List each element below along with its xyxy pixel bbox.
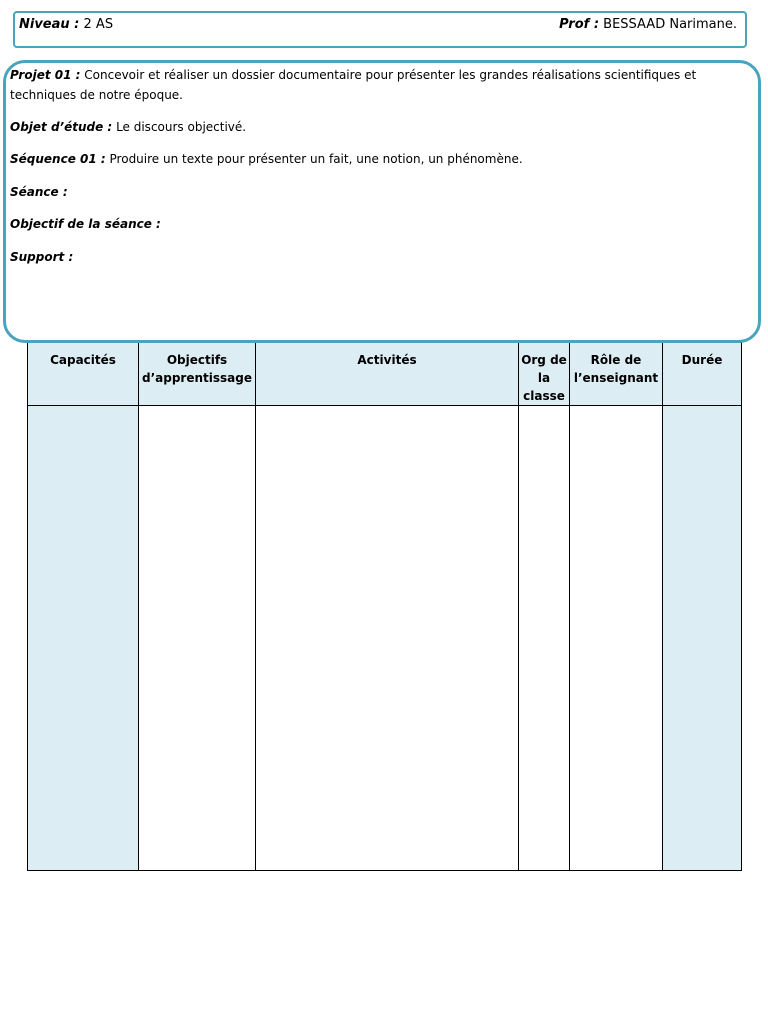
niveau-value: 2 AS <box>83 17 114 32</box>
col-header-org-classe: Org de la classe <box>519 343 570 406</box>
cell-role-enseignant[interactable] <box>570 406 663 871</box>
prof-value: BESSAAD Narimane. <box>603 17 737 32</box>
table-row <box>28 406 742 871</box>
objet-line <box>10 117 730 137</box>
objet-value: Le discours objectivé. <box>116 120 247 134</box>
col-header-activites: Activités <box>256 343 519 406</box>
cell-capacites[interactable] <box>28 406 139 871</box>
cell-objectifs[interactable] <box>139 406 256 871</box>
niveau-label: Niveau : <box>19 17 80 32</box>
objectif-line <box>10 214 730 234</box>
seance-line <box>10 182 730 202</box>
header-box <box>13 11 747 48</box>
lesson-plan-table <box>27 342 742 871</box>
seance-label: Séance : <box>10 185 68 199</box>
projet-line <box>10 65 730 105</box>
support-label: Support : <box>10 250 74 264</box>
niveau-field <box>19 17 113 32</box>
col-header-duree: Durée <box>663 343 742 406</box>
support-line <box>10 247 730 267</box>
objet-label: Objet d’étude : <box>10 120 113 134</box>
prof-field <box>559 17 737 32</box>
projet-label: Projet 01 : <box>10 68 81 82</box>
col-header-objectifs: Objectifs d’apprentissage <box>139 343 256 406</box>
col-header-role-enseignant: Rôle de l’enseignant <box>570 343 663 406</box>
sequence-value: Produire un texte pour présenter un fait, une notion, un phénomène. <box>109 152 523 166</box>
cell-activites[interactable] <box>256 406 519 871</box>
sequence-label: Séquence 01 : <box>10 152 106 166</box>
cell-org-classe[interactable] <box>519 406 570 871</box>
col-header-capacites: Capacités <box>28 343 139 406</box>
sequence-line <box>10 149 730 169</box>
info-box <box>3 60 761 343</box>
objectif-label: Objectif de la séance : <box>10 217 161 231</box>
projet-value: Concevoir et réaliser un dossier documentaire pour présenter les grandes réalisations scientifiques et techniques de notre époque. <box>10 68 697 102</box>
table-header-row <box>28 343 742 406</box>
prof-label: Prof : <box>559 17 600 32</box>
cell-duree[interactable] <box>663 406 742 871</box>
